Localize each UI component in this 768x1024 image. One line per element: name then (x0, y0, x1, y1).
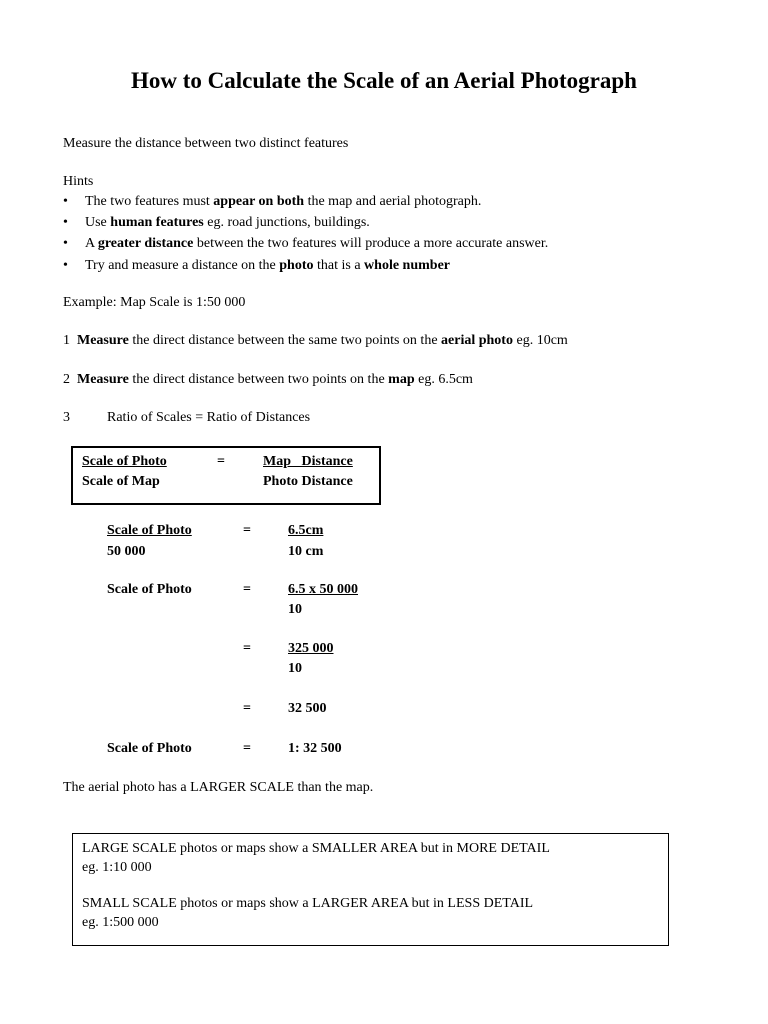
calc-equals: = (243, 641, 251, 656)
step-text: eg. 10cm (512, 333, 568, 348)
step-number: 1 (63, 333, 70, 348)
step-bold: Measure (77, 333, 129, 348)
calc-left: Scale of Photo (107, 741, 192, 756)
note-small-scale: SMALL SCALE photos or maps show a LARGER AREA but in LESS DETAIL (82, 896, 534, 911)
calc-equals: = (243, 582, 251, 597)
hint-text: A (85, 236, 98, 251)
hint-text: Use (85, 215, 111, 230)
intro-text: Measure the distance between two distinct features (63, 136, 349, 151)
list-item (85, 214, 370, 232)
step-3-number: 3 (63, 410, 70, 425)
example-text: Example: Map Scale is 1:50 000 (63, 295, 246, 310)
calc-left: Scale of Photo (107, 582, 192, 597)
page-title: How to Calculate the Scale of an Aerial Photograph (131, 68, 637, 93)
calc-equals: = (243, 523, 251, 538)
formula-right-top: Map Distance (263, 454, 353, 469)
step-text: the direct distance between two points on the (128, 372, 389, 387)
hint-text: Try and measure a distance on the (85, 258, 280, 273)
hint-text: eg. road junctions, buildings. (203, 215, 370, 230)
hint-text: that is a (313, 258, 365, 273)
calc-equals: = (243, 741, 251, 756)
note-large-example: eg. 1:10 000 (82, 860, 152, 875)
hint-bold: greater distance (97, 236, 194, 251)
hint-text: the map and aerial photograph. (304, 194, 482, 209)
calc-right-bottom: 10 cm (288, 544, 324, 559)
step-bold: map (388, 372, 415, 387)
calc-right-top: 6.5cm (288, 523, 324, 538)
formula-left-top: Scale of Photo (82, 454, 167, 469)
step-bold: aerial photo (441, 333, 513, 348)
hint-text: The two features must (85, 194, 214, 209)
step-1 (63, 332, 568, 350)
step-number: 2 (63, 372, 70, 387)
list-item (85, 257, 450, 275)
calc-left-top: Scale of Photo (107, 523, 192, 538)
calc-right-bottom: 10 (288, 602, 302, 617)
formula-right-bottom: Photo Distance (263, 474, 353, 489)
conclusion-text: The aerial photo has a LARGER SCALE than the map. (63, 780, 374, 795)
bullet-icon: • (63, 258, 68, 273)
calc-final-result: 1: 32 500 (288, 741, 342, 756)
hint-bold: human features (110, 215, 204, 230)
note-large-scale: LARGE SCALE photos or maps show a SMALLER AREA but in MORE DETAIL (82, 841, 550, 856)
list-item (85, 193, 481, 211)
list-item (85, 235, 548, 253)
bullet-icon: • (63, 215, 68, 230)
calc-equals: = (243, 701, 251, 716)
bullet-icon: • (63, 236, 68, 251)
step-text: eg. 6.5cm (414, 372, 473, 387)
formula-left-bottom: Scale of Map (82, 474, 160, 489)
bullet-icon: • (63, 194, 68, 209)
formula-equals: = (217, 454, 225, 469)
note-small-example: eg. 1:500 000 (82, 915, 159, 930)
hint-bold: whole number (364, 258, 450, 273)
step-bold: Measure (77, 372, 129, 387)
calc-left-bottom: 50 000 (107, 544, 146, 559)
hint-text: between the two features will produce a more accurate answer. (193, 236, 549, 251)
step-text: the direct distance between the same two points on the (128, 333, 442, 348)
hint-bold: appear on both (213, 194, 305, 209)
step-2 (63, 371, 473, 389)
hints-heading: Hints (63, 174, 94, 189)
calc-right-top: 325 000 (288, 641, 334, 656)
calc-right-top: 6.5 x 50 000 (288, 582, 358, 597)
calc-result: 32 500 (288, 701, 327, 716)
calc-right-bottom: 10 (288, 661, 302, 676)
hint-bold: photo (279, 258, 314, 273)
step-3-text: Ratio of Scales = Ratio of Distances (107, 410, 311, 425)
